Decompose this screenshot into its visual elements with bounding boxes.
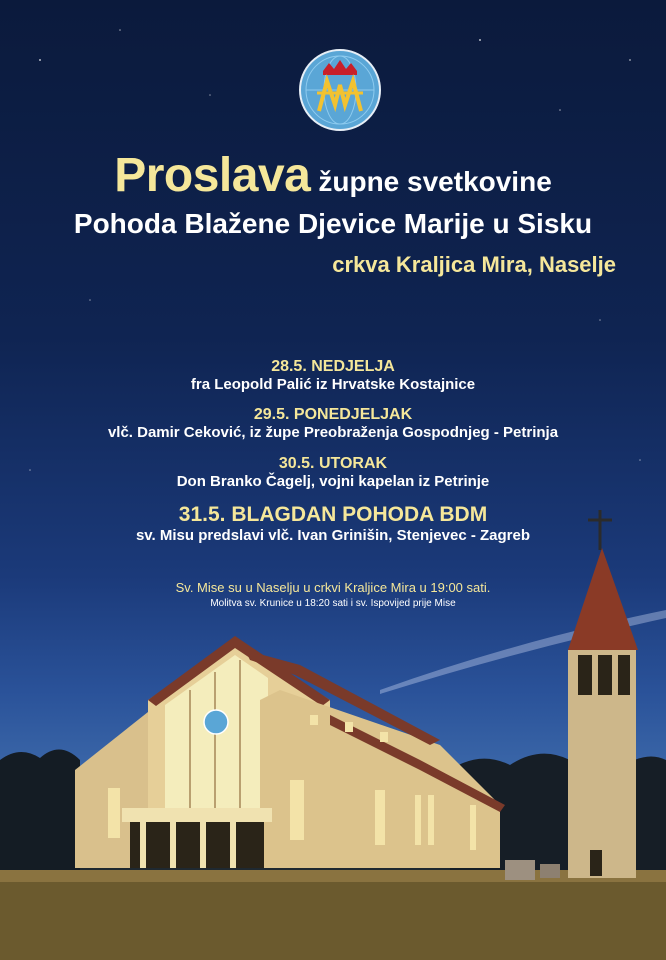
schedule-celebrant: fra Leopold Palić iz Hrvatske Kostajnice bbox=[190, 376, 476, 393]
schedule-day-3 bbox=[0, 455, 666, 490]
schedule-date: 28.5. NEDJELJA bbox=[271, 358, 395, 375]
schedule-date: 31.5. BLAGDAN POHODA BDM bbox=[178, 503, 488, 526]
mass-time-note: Sv. Mise su u Naselju u crkvi Kraljice Mira u 19:00 sati. bbox=[175, 580, 491, 595]
title-proslava: Proslava bbox=[114, 149, 311, 202]
schedule-date: 29.5. PONEDJELJAK bbox=[253, 406, 413, 423]
schedule-date: 30.5. UTORAK bbox=[278, 455, 388, 472]
church-location: crkva Kraljica Mira, Naselje bbox=[332, 252, 616, 277]
schedule-celebrant: vlč. Damir Ceković, iz župe Preobraženja Gospodnjeg - Petrinja bbox=[107, 424, 559, 441]
schedule-day-2 bbox=[0, 406, 666, 441]
event-subtitle: Pohoda Blažene Djevice Marije u Sisku bbox=[73, 208, 593, 239]
rosary-note: Molitva sv. Krunice u 18:20 sati i sv. Ispovijed prije Mise bbox=[210, 598, 456, 609]
church-scene bbox=[0, 500, 666, 960]
schedule-celebrant: Don Branko Čagelj, vojni kapelan iz Petrinje bbox=[176, 473, 490, 490]
schedule-day-1 bbox=[0, 358, 666, 393]
marian-crown-logo bbox=[299, 49, 381, 131]
title-rest: župne svetkovine bbox=[318, 166, 552, 197]
schedule-celebrant: sv. Misu predslavi vlč. Ivan Grinišin, Stenjevec - Zagreb bbox=[135, 527, 531, 544]
title-line bbox=[0, 148, 666, 203]
